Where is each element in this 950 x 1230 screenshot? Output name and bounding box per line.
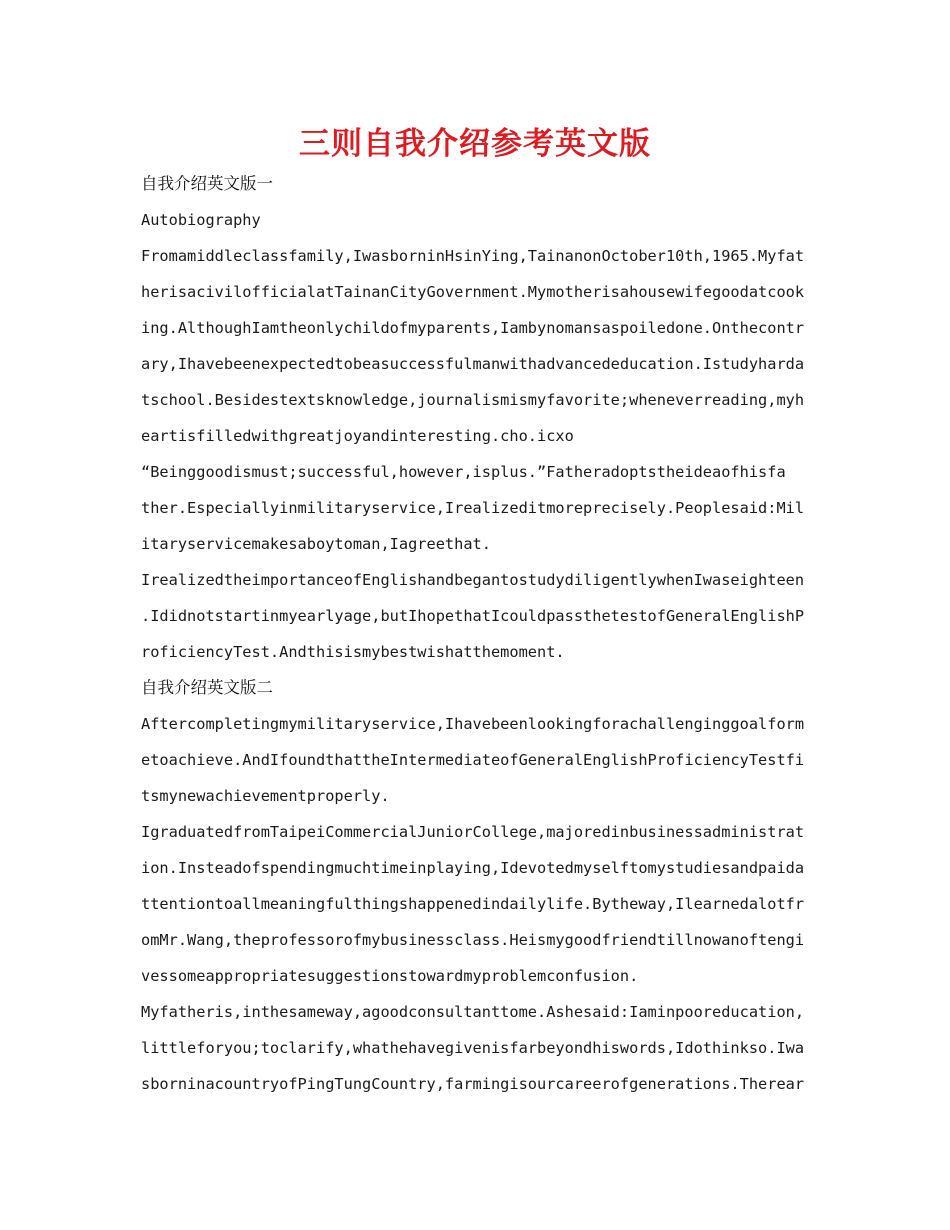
body-line: Myfatheris,inthesameway,agoodconsultanttome.Ashesaid:Iaminpooreducation, [141,1003,805,1021]
body-line: ing.AlthoughIamtheonlychildofmyparents,Iambynomansaspoiledone.Onthecontr [141,319,805,337]
body-line: ttentiontoallmeaningfulthingshappenedindailylife.Bytheway,Ilearnedalotfr [141,895,805,913]
body-line: omMr.Wang,theprofessorofmybusinessclass.Heismygoodfriendtillnowanoftengi [141,931,805,949]
body-line: vessomeappropriatesuggestionstowardmyproblemconfusion. [141,967,639,985]
body-line: Aftercompletingmymilitaryservice,Ihavebeenlookingforachallenginggoalform [141,715,805,733]
body-line: tschool.Besidestextsknowledge,journalismismyfavorite;wheneverreading,myh [141,391,805,409]
body-line: Fromamiddleclassfamily,IwasborninHsinYing,TainanonOctober10th,1965.Myfat [141,247,805,265]
body-line: roficiencyTest.Andthisismybestwishatthemoment. [141,643,565,661]
body-line: tsmynewachievementproperly. [141,787,390,805]
body-line: IgraduatedfromTaipeiCommercialJuniorCollege,majoredinbusinessadministrat [141,823,805,841]
section-heading: 自我介绍英文版一 [141,174,273,193]
body-line: eartisfilledwithgreatjoyandinteresting.cho.icxo [141,427,574,445]
body-line: .Ididnotstartinmyearlyage,butIhopethatIcouldpassthetestofGeneralEnglishP [141,607,805,625]
body-line: herisacivilofficialatTainanCityGovernment.Mymotherisahousewifegoodatcook [141,283,805,301]
body-line: itaryservicemakesaboytoman,Iagreethat. [141,535,491,553]
document-body [141,166,811,1102]
body-line: “Beinggoodismust;successful,however,isplus.”Fatheradoptstheideaofhisfa [141,463,786,481]
body-line: etoachieve.AndIfoundthattheIntermediateofGeneralEnglishProficiencyTestfi [141,751,805,769]
body-line: ion.Insteadofspendingmuchtimeinplaying,Idevotedmyselftomystudiesandpaida [141,859,805,877]
body-line: littleforyou;toclarify,whathehavegivenisfarbeyondhiswords,Idothinkso.Iwa [141,1039,805,1057]
section-heading: 自我介绍英文版二 [141,678,273,697]
body-line: ther.Especiallyinmilitaryservice,Irealizeditmoreprecisely.Peoplesaid:Mil [141,499,805,517]
document-title: 三则自我介绍参考英文版 [299,126,651,162]
body-line: sborninacountryofPingTungCountry,farmingisourcareerofgenerations.Therear [141,1075,805,1093]
body-line: ary,Ihavebeenexpectedtobeasuccessfulmanwithadvancededucation.Istudyharda [141,355,805,373]
body-line: Autobiography [141,211,261,229]
body-line: IrealizedtheimportanceofEnglishandbegantostudydiligentlywhenIwaseighteen [141,571,805,589]
